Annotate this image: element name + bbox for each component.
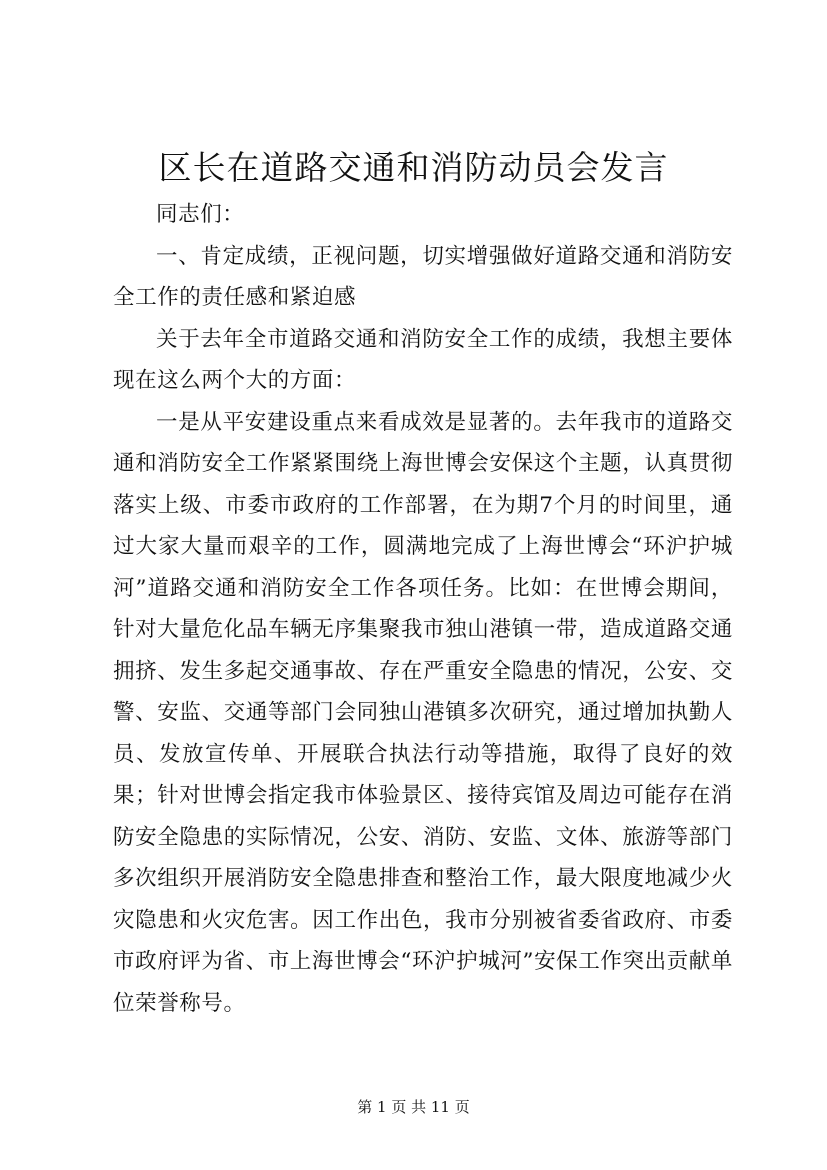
intro-paragraph: 关于去年全市道路交通和消防安全工作的成绩，我想主要体现在这么两个大的方面：: [113, 326, 733, 393]
achievement-paragraph: 一是从平安建设重点来看成效是显著的。去年我市的道路交通和消防安全工作紧紧围绕上海世博会安保这个主题，认真贯彻落实上级、市委市政府的工作部署，在为期7个月的时间里，通过大家大量而艰辛的工作，圆满地完成了上海世博会“环沪护城河”道路交通和消防安全工作各项任务。比如：在世博会期间，针对大量危化品车辆无序集聚我市独山港镇一带，造成道路交通拥挤、发生多起交通事故、存在严重安全隐患的情况，公安、交警、安监、交通等部门会同独山港镇多次研究，通过增加执勤人员、发放宣传单、开展联合执法行动等措施，取得了良好的效果；针对世博会指定我市体验景区、接待宾馆及周边可能存在消防安全隐患的实际情况，公安、消防、安监、文体、旅游等部门多次组织开展消防安全隐患排查和整治工作，最大限度地减少火灾隐患和火灾危害。因工作出色，我市分别被省委省政府、市委市政府评为省、市上海世博会“环沪护城河”安保工作突出贡献单位荣誉称号。: [113, 409, 733, 1016]
document-body: [113, 194, 733, 1024]
salutation-paragraph: 同志们：: [156, 202, 245, 227]
document-title: 区长在道路交通和消防动员会发言: [158, 148, 669, 187]
section-heading-paragraph: 一、肯定成绩，正视问题，切实增强做好道路交通和消防安全工作的责任感和紧迫感: [113, 243, 733, 310]
page-number-footer: 第 1 页 共 11 页: [357, 1098, 470, 1116]
